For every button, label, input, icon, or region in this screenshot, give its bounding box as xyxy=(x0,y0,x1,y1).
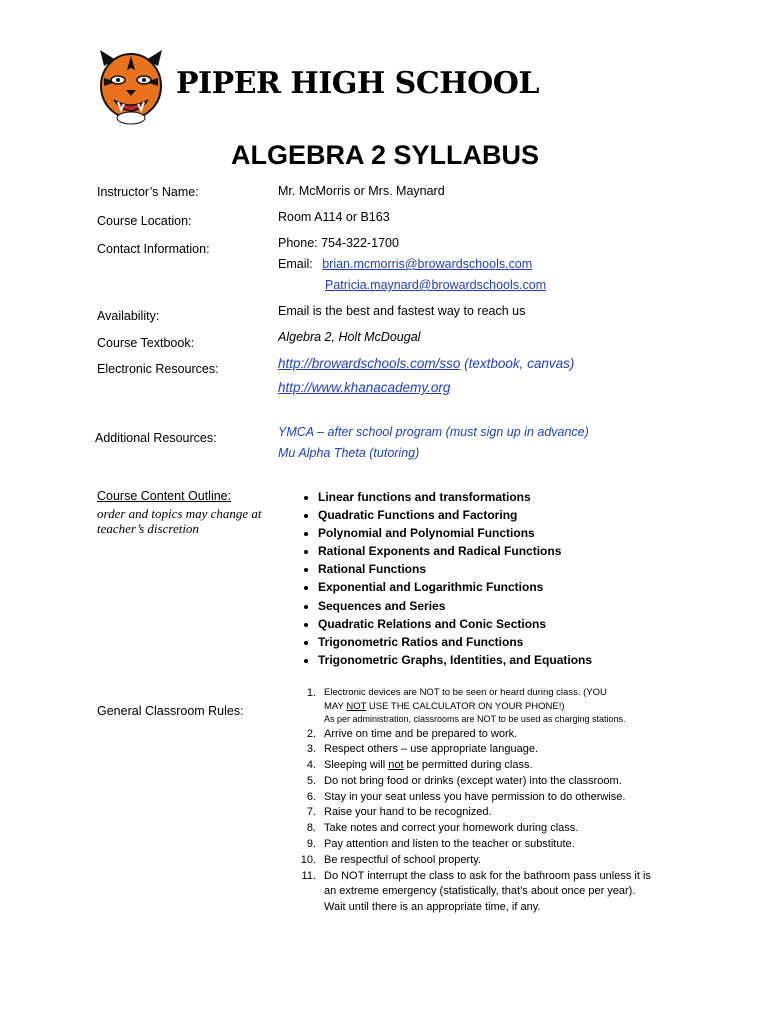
rule-text: Do not bring food or drinks (except water) into the classroom. xyxy=(324,774,622,787)
rule-text: an extreme emergency (statistically, that’s about once per year). xyxy=(324,885,636,898)
rule-text-part: MAY xyxy=(324,700,347,712)
rule-number: 10. xyxy=(300,853,316,866)
rule-text xyxy=(324,700,651,714)
rule-text: Arrive on time and be prepared to work. xyxy=(324,727,518,740)
additional-resource-mu-alpha-theta: Mu Alpha Theta (tutoring) xyxy=(278,446,420,460)
location-label: Course Location: xyxy=(97,214,192,228)
rule-item-4 xyxy=(296,758,651,774)
rule-text-underlined: not xyxy=(388,759,404,772)
rule-number: 4. xyxy=(306,759,316,772)
khanacademy-link[interactable]: http://www.khanacademy.org xyxy=(278,380,451,395)
location-value: Room A114 or B163 xyxy=(278,210,390,224)
email-link-maynard[interactable] xyxy=(325,278,546,292)
list-item: • Polynomial and Polynomial Functions xyxy=(318,524,592,542)
rule-item-7 xyxy=(296,805,651,821)
rule-number: 6. xyxy=(306,790,316,803)
rule-number: 1. xyxy=(306,687,316,699)
rule-number: 9. xyxy=(306,838,316,851)
rule-item-1 xyxy=(296,686,651,727)
rule-text: Wait until there is an appropriate time, if any. xyxy=(324,901,541,914)
availability-label: Availability: xyxy=(97,309,160,323)
email-prefix: Email: xyxy=(278,257,313,271)
rule-item-10 xyxy=(296,853,651,869)
list-item: • Exponential and Logarithmic Functions xyxy=(318,578,592,596)
rule-text: Do NOT interrupt the class to ask for the bathroom pass unless it is xyxy=(324,869,651,882)
contact-label: Contact Information: xyxy=(97,242,210,256)
course-outline-label: Course Content Outline: xyxy=(97,489,232,503)
rule-text: Take notes and correct your homework during class. xyxy=(324,822,579,835)
rule-item-3 xyxy=(296,742,651,758)
topics-list xyxy=(296,488,592,669)
rule-text: Stay in your seat unless you have permission to do otherwise. xyxy=(324,790,626,803)
rule-number: 11. xyxy=(301,869,316,882)
list-item: • Rational Functions xyxy=(318,560,592,578)
rule-text-part: USE THE CALCULATOR ON YOUR PHONE!) xyxy=(366,700,565,712)
electronic-note-1: (textbook, canvas) xyxy=(460,356,575,371)
course-outline-note: order and topics may change at teacher’s discretion xyxy=(97,506,262,536)
rule-number: 5. xyxy=(306,774,316,787)
rule-text: Raise your hand to be recognized. xyxy=(324,806,492,819)
rule-number: 3. xyxy=(306,743,316,756)
list-item: • Trigonometric Ratios and Functions xyxy=(318,633,592,651)
electronic-resource-1 xyxy=(278,356,574,371)
rule-item-8 xyxy=(296,821,651,837)
textbook-value: Algebra 2, Holt McDougal xyxy=(278,330,421,344)
email-line xyxy=(278,257,532,271)
rule-text-underlined: NOT xyxy=(346,700,367,712)
rule-text: Electronic devices are NOT to be seen or heard during class. (YOU xyxy=(324,687,607,698)
rule-text-part: Sleeping will xyxy=(324,759,389,772)
rule-text: Pay attention and listen to the teacher or substitute. xyxy=(324,838,575,851)
electronic-resource-2 xyxy=(278,380,450,395)
tiger-head-logo-icon xyxy=(96,48,166,128)
instructor-label: Instructor’s Name: xyxy=(97,185,199,199)
phone-line: Phone: 754-322-1700 xyxy=(278,236,399,250)
rule-number: 7. xyxy=(306,806,316,819)
email-link-mcmorris[interactable]: brian.mcmorris@browardschools.com xyxy=(322,257,533,271)
school-name: PIPER HIGH SCHOOL xyxy=(176,66,539,101)
rule-item-6 xyxy=(296,790,651,806)
list-item: • Quadratic Relations and Conic Sections xyxy=(318,615,592,633)
rule-item-2 xyxy=(296,727,651,743)
rule-text: Respect others – use appropriate language. xyxy=(324,743,539,756)
classroom-rules-label: General Classroom Rules: xyxy=(97,704,244,718)
broward-sso-link[interactable]: http://browardschools.com/sso xyxy=(278,356,461,371)
list-item: • Sequences and Series xyxy=(318,597,592,615)
additional-resource-ymca: YMCA – after school program (must sign up in advance) xyxy=(278,425,589,439)
availability-value: Email is the best and fastest way to reach us xyxy=(278,304,526,318)
rule-number: 8. xyxy=(306,822,316,835)
rule-item-11 xyxy=(296,869,651,916)
email-link-maynard-text[interactable]: Patricia.maynard@browardschools.com xyxy=(325,278,547,292)
rule-text: Be respectful of school property. xyxy=(324,853,481,866)
list-item: • Linear functions and transformations xyxy=(318,488,592,506)
rules-list xyxy=(296,686,651,916)
rule-number: 2. xyxy=(306,727,316,740)
rule-item-9 xyxy=(296,837,651,853)
list-item: • Quadratic Functions and Factoring xyxy=(318,506,592,524)
rule-item-5 xyxy=(296,774,651,790)
page-title: ALGEBRA 2 SYLLABUS xyxy=(230,140,540,170)
instructor-value: Mr. McMorris or Mrs. Maynard xyxy=(278,184,445,198)
rule-text: As per administration, classrooms are NOT to be used as charging stations. xyxy=(324,714,626,724)
additional-resources-label: Additional Resources: xyxy=(95,431,217,445)
textbook-label: Course Textbook: xyxy=(97,336,195,350)
list-item: • Rational Exponents and Radical Functions xyxy=(318,542,592,560)
electronic-resources-label: Electronic Resources: xyxy=(97,362,219,376)
list-item: • Trigonometric Graphs, Identities, and Equations xyxy=(318,651,592,669)
rule-text-part: be permitted during class. xyxy=(403,759,533,772)
